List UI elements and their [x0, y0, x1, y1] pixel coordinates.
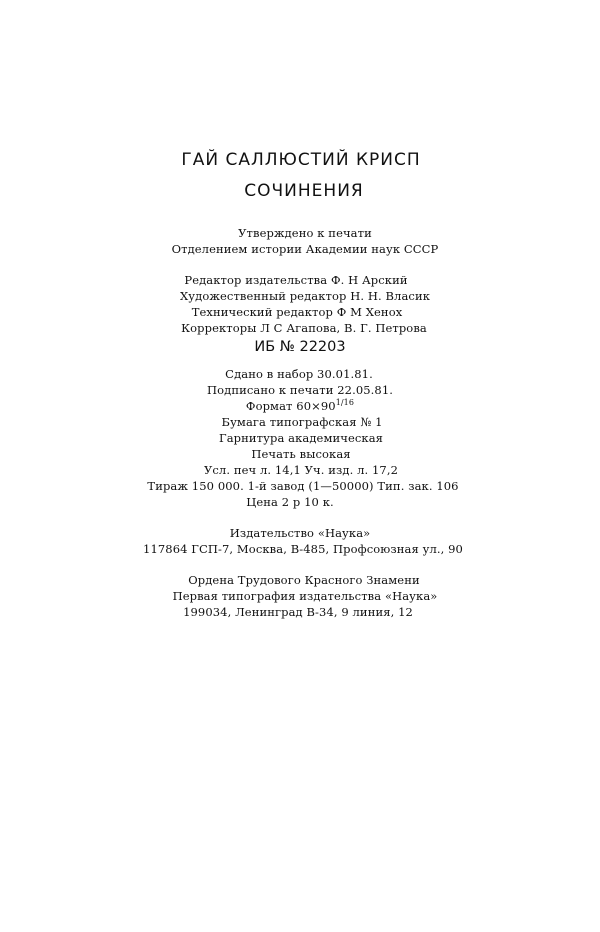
typeface: Гарнитура академическая: [218, 431, 384, 445]
technical-editor: Технический редактор Ф М Хенох: [191, 305, 403, 319]
printing-method: Печать высокая: [251, 447, 351, 461]
publishing-editor: Редактор издательства Ф. Н Арский: [184, 273, 408, 287]
art-editor: Художественный редактор Н. Н. Власик: [179, 289, 431, 303]
approval-line-1: Утверждено к печати: [238, 226, 372, 240]
printer-line-2: Первая типография издательства «Наука»: [172, 589, 438, 603]
sheet-count: Усл. печ л. 14,1 Уч. изд. л. 17,2: [203, 463, 399, 477]
publisher-name: Издательство «Наука»: [229, 526, 371, 540]
book-title: СОЧИНЕНИЯ: [244, 181, 364, 201]
signed-date: Подписано к печати 22.05.81.: [206, 383, 394, 397]
printer-address: 199034, Ленинград В-34, 9 линия, 12: [183, 605, 413, 619]
paper-format: [245, 398, 355, 413]
format-prefix: Формат 60×90: [245, 399, 336, 413]
price: Цена 2 р 10 к.: [246, 495, 334, 509]
author-name: ГАЙ САЛЛЮСТИЙ КРИСП: [181, 150, 421, 170]
proofreaders: Корректоры Л С Агапова, В. Г. Петрова: [181, 321, 427, 335]
ib-number: ИБ № 22203: [254, 339, 346, 355]
printer-line-1: Ордена Трудового Красного Знамени: [188, 573, 420, 587]
typeset-date: Сдано в набор 30.01.81.: [225, 367, 373, 381]
circulation: Тираж 150 000. 1-й завод (1—50000) Тип. зак. 106: [147, 479, 459, 493]
paper-type: Бумага типографская № 1: [221, 415, 383, 429]
publisher-address: 117864 ГСП-7, Москва, В-485, Профсоюзная ул., 90: [143, 542, 463, 556]
approval-line-2: Отделением истории Академии наук СССР: [171, 242, 439, 256]
format-fraction: 1/16: [335, 398, 355, 407]
